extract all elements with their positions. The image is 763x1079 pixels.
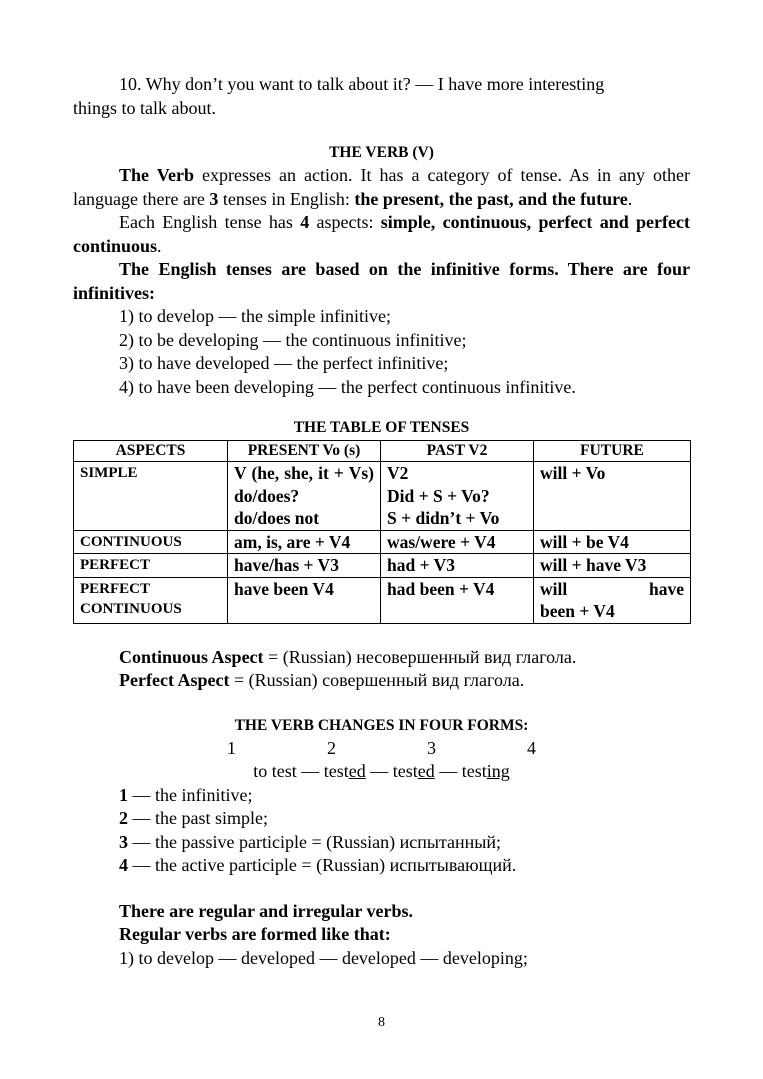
exercise-answer-end: things to talk about. xyxy=(73,97,216,118)
future-cell: will + have V3 xyxy=(534,554,691,578)
future-cell: will + be V4 xyxy=(534,530,691,554)
continuous-aspect-note: Continuous Aspect = (Russian) несовершенный вид глагола. xyxy=(119,646,577,667)
form-legend-item: 1 — the infinitive; xyxy=(119,784,253,805)
verb-heading: THE VERB (V) xyxy=(329,144,434,161)
verb-definition-paragraph: The Verb expresses an action. It has a category of tense. As in any other language there are 3 tenses in English: the present, the past, and the future. xyxy=(73,165,690,209)
form-legend-item: 3 — the passive participle = (Russian) испытанный; xyxy=(119,831,502,852)
aspect-cell: PERFECT CONTINUOUS xyxy=(74,577,228,623)
tenses-table-title: THE TABLE OF TENSES xyxy=(293,419,470,436)
table-header-row xyxy=(74,441,691,462)
aspect-cell: PERFECT xyxy=(74,554,228,578)
verb-forms-example: to test — tested — tested — testing xyxy=(253,761,510,781)
perfect-aspect-note: Perfect Aspect = (Russian) совершенный вид глагола. xyxy=(119,670,525,690)
table-row-perfect xyxy=(74,554,691,578)
past-cell: V2 Did + S + Vo? S + didn’t + Vo xyxy=(381,462,534,531)
tenses-table xyxy=(73,440,691,624)
regular-irregular-statement: There are regular and irregular verbs. xyxy=(119,900,413,921)
infinitive-item: 1) to develop — the simple infinitive; xyxy=(119,306,391,326)
future-cell: will have been + V4 xyxy=(534,577,691,623)
infinitive-item: 2) to be developing — the continuous infinitive; xyxy=(119,329,467,350)
verb-forms-heading: THE VERB CHANGES IN FOUR FORMS: xyxy=(234,716,529,734)
exercise-question: 10. Why don’t you want to talk about it? — I have more interesting xyxy=(119,74,605,94)
table-row-perfect-continuous xyxy=(74,577,691,623)
past-cell: was/were + V4 xyxy=(381,530,534,554)
present-cell: am, is, are + V4 xyxy=(228,530,381,554)
regular-verb-example: 1) to develop — developed — developed — developing; xyxy=(119,947,528,968)
form-legend-item: 2 — the past simple; xyxy=(119,808,268,828)
column-header-aspects: ASPECTS xyxy=(74,441,228,462)
form-numbers: 1 2 3 4 xyxy=(227,737,536,758)
present-cell: have/has + V3 xyxy=(228,554,381,578)
infinitive-item: 4) to have been developing — the perfect continuous infinitive. xyxy=(119,376,576,397)
table-row-continuous xyxy=(74,530,691,554)
column-header-future: FUTURE xyxy=(534,441,691,462)
document-page xyxy=(73,73,690,970)
aspect-cell: CONTINUOUS xyxy=(74,530,228,554)
aspect-cell: SIMPLE xyxy=(74,462,228,531)
infinitives-intro: The English tenses are based on the infinitive forms. There are four infinitives: xyxy=(73,259,690,303)
column-header-past: PAST V2 xyxy=(381,441,534,462)
past-cell: had + V3 xyxy=(381,554,534,578)
present-cell: V (he, she, it + Vs) do/does? do/does not xyxy=(228,462,381,531)
present-cell: have been V4 xyxy=(228,577,381,623)
past-cell: had been + V4 xyxy=(381,577,534,623)
aspects-paragraph: Each English tense has 4 aspects: simple, continuous, perfect and perfect continuous. xyxy=(73,212,690,256)
infinitive-item: 3) to have developed — the perfect infinitive; xyxy=(119,353,449,373)
regular-verbs-statement: Regular verbs are formed like that: xyxy=(119,924,391,944)
exercise-item-10 xyxy=(73,73,690,120)
table-row-simple xyxy=(74,462,691,531)
future-cell: will + Vo xyxy=(534,462,691,531)
column-header-present: PRESENT Vo (s) xyxy=(228,441,381,462)
form-legend-item: 4 — the active participle = (Russian) испытывающий. xyxy=(119,855,517,875)
page-number: 8 xyxy=(378,1015,385,1030)
